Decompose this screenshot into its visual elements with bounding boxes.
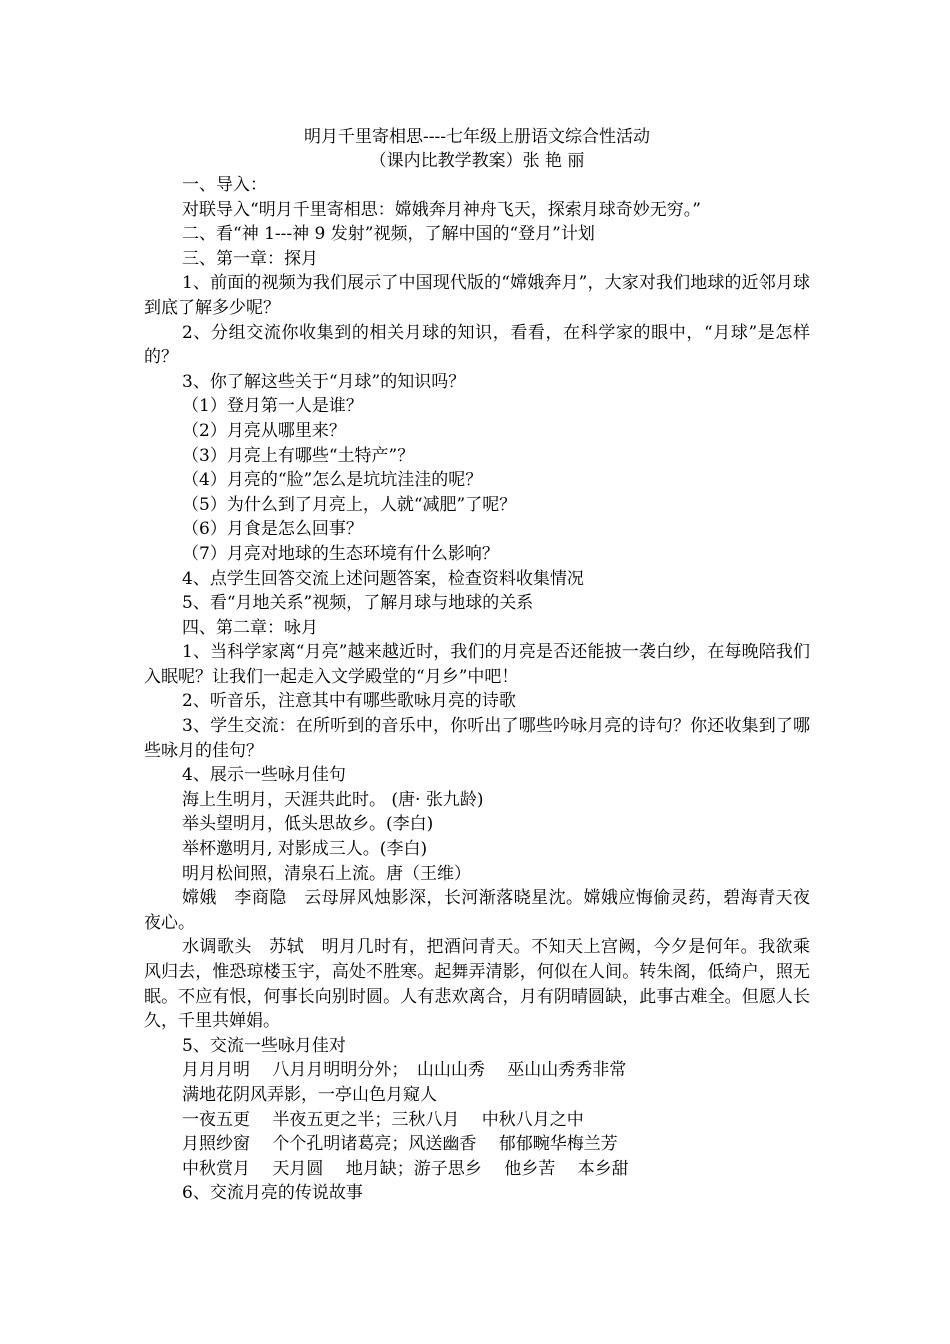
text-line: 一夜五更 半夜五更之半；三秋八月 中秋八月之中 xyxy=(182,1109,584,1130)
text-line: 明月松间照，清泉石上流。唐（王维） xyxy=(182,863,471,884)
document-body xyxy=(144,173,810,1206)
text-line: 5、交流一些咏月佳对 xyxy=(182,1035,346,1056)
document-subtitle: （课内比教学教案）张 艳 丽 xyxy=(369,151,585,171)
text-line: （5）为什么到了月亮上，人就“减肥”了呢？ xyxy=(182,494,517,515)
text-line: 月照纱窗 个个孔明诸葛亮；风送幽香 郁郁畹华梅兰芳 xyxy=(182,1134,618,1155)
text-line: （7）月亮对地球的生态环境有什么影响？ xyxy=(182,543,499,564)
text-line: 一、导入： xyxy=(182,175,267,195)
text-line: （2）月亮从哪里来？ xyxy=(182,420,346,441)
text-line: 满地花阴风弄影，一亭山色月窥人 xyxy=(182,1084,437,1105)
text-line: （6）月食是怎么回事？ xyxy=(182,519,363,540)
text-line: 海上生明月，天涯共此时。 (唐· 张九龄) xyxy=(182,789,484,810)
text-line: 四、第二章：咏月 xyxy=(182,617,318,638)
paragraph: 2、分组交流你收集到的相关月球的知识，看看，在科学家的眼中，“月球”是怎样的？ xyxy=(144,322,810,368)
text-line: （1）登月第一人是谁？ xyxy=(182,396,363,417)
text-line: 二、看“神 1---神 9 发射”视频，了解中国的“登月”计划 xyxy=(182,224,595,245)
paragraph: 水调歌头 苏轼 明月几时有，把酒问青天。不知天上宫阙，今夕是何年。我欲乘风归去，惟恐琼楼玉宇，高处不胜寒。起舞弄清影，何似在人间。转朱阁，低绮户，照无眠。不应有恨，何事长向别时圆。人有悲欢离合，月有阴晴圆缺，此事古难全。但愿人长久，千里共婵娟。 xyxy=(144,937,810,1032)
text-line: （4）月亮的“脸”怎么是坑坑洼洼的呢？ xyxy=(182,470,483,491)
text-line: 月月月明 八月月明明分外； 山山山秀 巫山山秀秀非常 xyxy=(182,1060,627,1081)
text-line: （3）月亮上有哪些“土特产”？ xyxy=(182,445,415,466)
text-line: 4、点学生回答交流上述问题答案，检查资料收集情况 xyxy=(182,568,584,589)
text-line: 对联导入“明月千里寄相思：嫦娥奔月神舟飞天，探索月球奇妙无穷。” xyxy=(182,199,701,220)
text-line: 4、展示一些咏月佳句 xyxy=(182,765,346,786)
text-line: 2、听音乐，注意其中有哪些歌咏月亮的诗歌 xyxy=(182,691,516,712)
document-title: 明月千里寄相思----七年级上册语文综合性活动 xyxy=(304,127,650,147)
paragraph: 1、当科学家离“月亮”越来越近时，我们的月亮是否还能披一袭白纱，在每晚陪我们入眠呢？让我们一起走入文学殿堂的“月乡”中吧！ xyxy=(144,642,810,687)
paragraph: 1、前面的视频为我们展示了中国现代版的“嫦娥奔月”，大家对我们地球的近邻月球到底了解多少呢？ xyxy=(144,273,810,318)
document-page xyxy=(144,125,810,1206)
text-line: 中秋赏月 天月圆 地月缺；游子思乡 他乡苦 本乡甜 xyxy=(182,1158,629,1179)
paragraph: 嫦娥 李商隐 云母屏风烛影深，长河渐落晓星沈。嫦娥应悔偷灵药，碧海青天夜夜心。 xyxy=(144,888,810,933)
text-line: 3、你了解这些关于“月球”的知识吗？ xyxy=(182,371,466,392)
text-line: 5、看“月地关系”视频，了解月球与地球的关系 xyxy=(182,593,534,614)
paragraph: 3、学生交流：在所听到的音乐中，你听出了哪些吟咏月亮的诗句？你还收集到了哪些咏月的佳句？ xyxy=(144,716,810,761)
text-line: 举杯邀明月, 对影成三人。(李白) xyxy=(182,839,428,860)
text-line: 三、第一章：探月 xyxy=(182,248,318,269)
text-line: 举头望明月，低头思故乡。(李白) xyxy=(182,814,434,835)
text-line: 6、交流月亮的传说故事 xyxy=(182,1183,363,1204)
